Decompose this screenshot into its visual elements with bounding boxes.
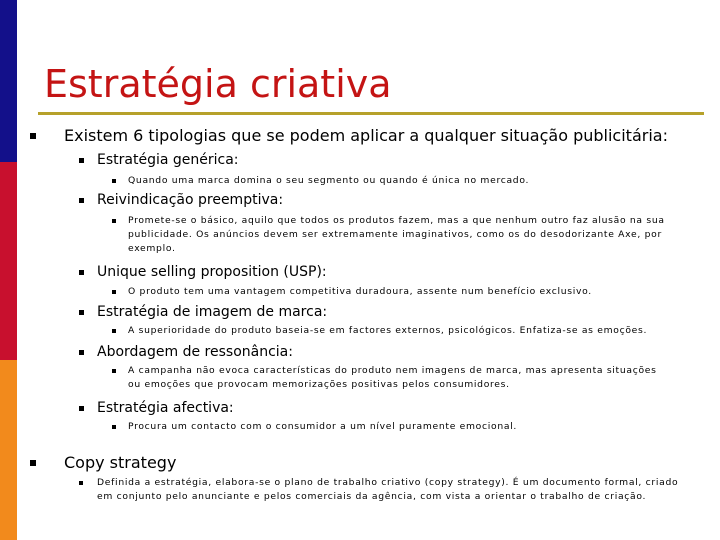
type-heading: Reivindicação preemptiva: [97, 192, 284, 208]
slide-title: Estratégia criativa [44, 62, 392, 106]
side-bar-orange [0, 360, 17, 540]
bullet-square [112, 369, 116, 373]
type-detail: Quando uma marca domina o seu segmento ou quando é única no mercado. [128, 175, 530, 186]
bullet-square [30, 460, 36, 466]
type-heading: Abordagem de ressonância: [97, 344, 293, 360]
type-detail: Procura um contacto com o consumidor a um nível puramente emocional. [128, 421, 518, 432]
bullet-square [30, 133, 36, 139]
side-bar-red [0, 162, 17, 360]
bullet-square [79, 198, 84, 203]
bullet-square [79, 406, 84, 411]
side-bar-navy [0, 0, 17, 162]
bullet-square [112, 425, 116, 429]
bullet-square [112, 179, 116, 183]
bullet-square [112, 219, 116, 223]
type-heading: Estratégia afectiva: [97, 400, 234, 416]
bullet-square [79, 310, 84, 315]
type-detail: Promete-se o básico, aquilo que todos os produtos fazem, mas a que nenhum outro faz alusão na sua publicidade. Os anúncios devem ser extremamente imaginativos, como os do desodorizante Axe, por exemplo. [128, 215, 665, 254]
type-detail: O produto tem uma vantagem competitiva duradoura, assente num benefício exclusivo. [128, 286, 592, 297]
type-detail: A superioridade do produto baseia-se em factores externos, psicológicos. Enfatiza-se as emoções. [128, 325, 648, 336]
type-heading: Estratégia de imagem de marca: [97, 304, 328, 320]
title-rule [38, 112, 704, 115]
type-heading: Estratégia genérica: [97, 152, 239, 168]
copy-detail: Definida a estratégia, elabora-se o plano de trabalho criativo (copy strategy). É um documento formal, criado em conjunto pelo anunciante e pelos comerciais da agência, com vista a orientar o trabalho de criação. [97, 477, 679, 502]
bullet-square [79, 158, 84, 163]
copy-heading: Copy strategy [64, 453, 177, 472]
bullet-square [79, 270, 84, 275]
type-detail: A campanha não evoca características do produto nem imagens de marca, mas apresenta situações ou emoções que provocam memorizações positivas pelos consumidores. [128, 365, 657, 390]
bullet-square [112, 329, 116, 333]
type-heading: Unique selling proposition (USP): [97, 264, 327, 280]
bullet-square [79, 481, 83, 485]
bullet-square [112, 290, 116, 294]
intro-text: Existem 6 tipologias que se podem aplicar a qualquer situação publicitária: [64, 126, 668, 145]
bullet-square [79, 350, 84, 355]
